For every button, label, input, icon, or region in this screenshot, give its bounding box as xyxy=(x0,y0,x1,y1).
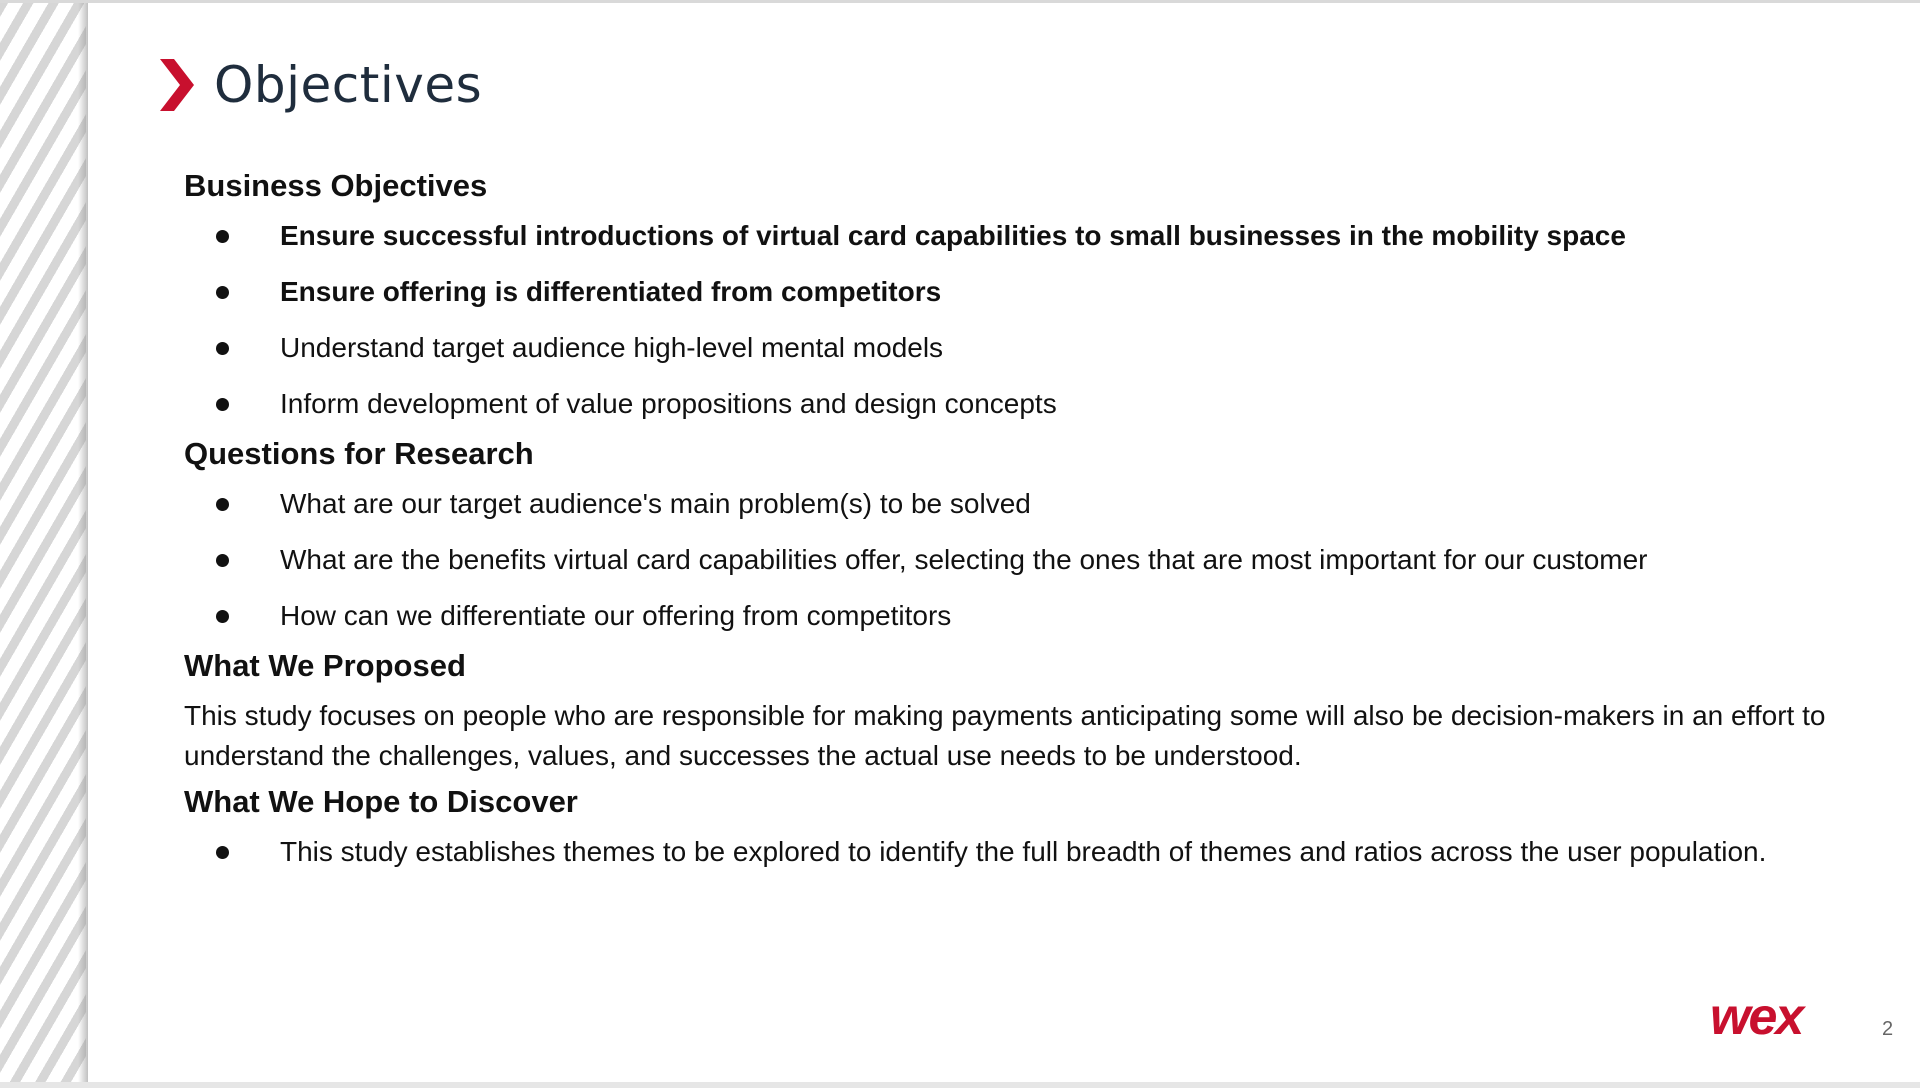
list-item xyxy=(184,376,1864,432)
list-item-text: Inform development of value propositions and design concepts xyxy=(280,388,1057,419)
bullet-icon xyxy=(216,846,229,859)
list-item xyxy=(184,476,1864,532)
business-objectives-list xyxy=(184,208,1864,432)
list-item-text: How can we differentiate our offering from competitors xyxy=(280,600,952,631)
list-item xyxy=(184,264,1864,320)
bullet-icon xyxy=(216,554,229,567)
page-title: Objectives xyxy=(214,56,483,114)
discover-list xyxy=(184,824,1864,880)
list-item xyxy=(184,320,1864,376)
bullet-icon xyxy=(216,398,229,411)
bullet-icon xyxy=(216,342,229,355)
list-item xyxy=(184,588,1864,644)
section-heading-what-we-proposed: What We Proposed xyxy=(184,648,466,683)
section-heading-business-objectives: Business Objectives xyxy=(184,168,488,203)
list-item-text: Ensure successful introductions of virtual card capabilities to small businesses in the mobility space xyxy=(280,220,1626,251)
list-item-text: What are the benefits virtual card capabilities offer, selecting the ones that are most important for our customer xyxy=(280,544,1648,575)
stripe-band-shadow xyxy=(78,3,88,1082)
title-row xyxy=(160,50,482,120)
list-item-text: This study establishes themes to be explored to identify the full breadth of themes and ratios across the user population. xyxy=(280,836,1767,867)
top-rule xyxy=(0,0,1920,3)
research-questions-list xyxy=(184,476,1864,644)
list-item xyxy=(184,824,1864,880)
bullet-icon xyxy=(216,286,229,299)
proposal-paragraph: This study focuses on people who are responsible for making payments anticipating some will also be decision-makers in an effort to understand the challenges, values, and successes the actual use needs to be understood. xyxy=(184,700,1826,771)
section-heading-what-we-hope-to-discover: What We Hope to Discover xyxy=(184,784,578,819)
bullet-icon xyxy=(216,610,229,623)
list-item-text: Ensure offering is differentiated from competitors xyxy=(280,276,942,307)
list-item xyxy=(184,532,1864,588)
page-number: 2 xyxy=(1882,1018,1894,1040)
chevron-right-icon xyxy=(160,59,194,111)
bullet-icon xyxy=(216,230,229,243)
logo-text: wex xyxy=(1710,992,1803,1042)
section-heading-questions-for-research: Questions for Research xyxy=(184,436,534,471)
list-item xyxy=(184,208,1864,264)
wex-logo xyxy=(1710,992,1862,1042)
slide-content xyxy=(184,164,1864,880)
bullet-icon xyxy=(216,498,229,511)
decorative-stripe-band xyxy=(0,3,86,1082)
list-item-text: Understand target audience high-level mental models xyxy=(280,332,944,363)
list-item-text: What are our target audience's main problem(s) to be solved xyxy=(280,488,1031,519)
bottom-rule xyxy=(0,1082,1920,1088)
